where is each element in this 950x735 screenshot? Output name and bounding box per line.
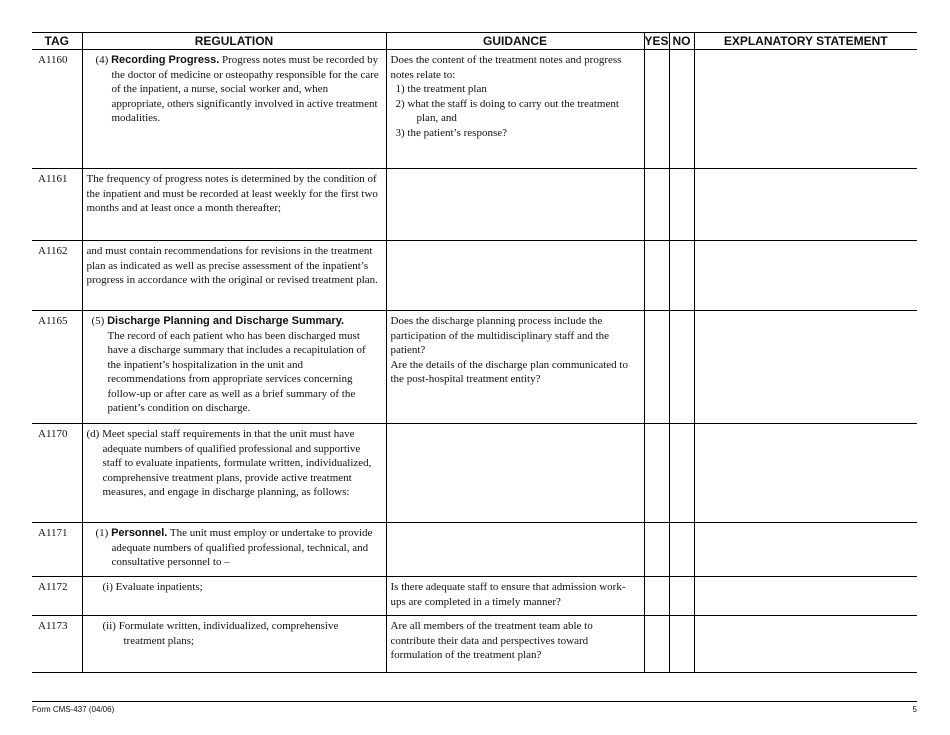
guidance-cell: Are all members of the treatment team able to contribute their data and perspectives toward formulation of the treatment plan?	[386, 616, 644, 673]
header-guidance: GUIDANCE	[386, 33, 644, 50]
tag-cell: A1165	[32, 311, 82, 424]
regulation-text: (d) Meet special staff requirements in that the unit must have adequate numbers of qualified professional and supportive staff to evaluate inpatients, formulate written, individualized, comprehensive treatment plans, provide active treatment measures, and engage in discharge planning, as follows:	[86, 428, 372, 498]
table-row	[32, 169, 917, 241]
tag-cell: A1161	[32, 169, 82, 241]
explanatory-cell[interactable]	[694, 50, 917, 169]
table-row	[32, 424, 917, 523]
section-heading: Personnel.	[111, 527, 168, 539]
regulation-cell	[82, 616, 386, 673]
explanatory-cell[interactable]	[694, 241, 917, 311]
header-tag: TAG	[32, 33, 82, 50]
yes-cell[interactable]	[644, 424, 669, 523]
tag-cell: A1170	[32, 424, 82, 523]
regulation-text: The unit must employ or undertake to provide adequate numbers of qualified professional, technical, and consultative personnel to –	[111, 527, 373, 568]
tag-cell: A1173	[32, 616, 82, 673]
form-number: Form CMS-437 (04/06)	[32, 705, 115, 714]
regulation-cell: The frequency of progress notes is determined by the condition of the inpatient and must be recorded at least weekly for the first two months and at least once a month thereafter;	[82, 169, 386, 241]
yes-cell[interactable]	[644, 577, 669, 616]
tag-cell: A1160	[32, 50, 82, 169]
regulation-text: (i) Evaluate inpatients;	[102, 581, 203, 593]
tag-cell: A1172	[32, 577, 82, 616]
regulation-cell	[82, 424, 386, 523]
yes-cell[interactable]	[644, 616, 669, 673]
survey-table	[32, 32, 917, 673]
guidance-cell	[386, 241, 644, 311]
table-row	[32, 50, 917, 169]
item-number: (5)	[91, 315, 108, 327]
explanatory-cell[interactable]	[694, 311, 917, 424]
guidance-item: 1) the treatment plan	[395, 83, 487, 95]
guidance-cell	[386, 523, 644, 577]
no-cell[interactable]	[669, 241, 694, 311]
guidance-cell	[386, 311, 644, 424]
explanatory-cell[interactable]	[694, 424, 917, 523]
section-heading: Discharge Planning and Discharge Summary.	[107, 315, 345, 327]
yes-cell[interactable]	[644, 169, 669, 241]
no-cell[interactable]	[669, 616, 694, 673]
no-cell[interactable]	[669, 311, 694, 424]
guidance-intro: Does the content of the treatment notes and progress notes relate to:	[390, 54, 622, 81]
table-row	[32, 241, 917, 311]
no-cell[interactable]	[669, 577, 694, 616]
guidance-item: 2) what the staff is doing to carry out the treatment plan, and	[395, 97, 619, 124]
regulation-cell: and must contain recommendations for revisions in the treatment plan as indicated as well as precise assessment of the inpatient’s progress in accordance with the original or revised treatment plan.	[82, 241, 386, 311]
regulation-text: The record of each patient who has been discharged must have a discharge summary that includes a recapitulation of the inpatient’s hospitalization in the unit and recommendations from appropriate services concerning follow-up or after care as well as a brief summary of the patient’s condition on discharge.	[107, 329, 366, 414]
table-row	[32, 523, 917, 577]
page-number: 5	[912, 705, 917, 714]
regulation-cell	[82, 577, 386, 616]
tag-cell: A1162	[32, 241, 82, 311]
regulation-cell	[82, 311, 386, 424]
table-row	[32, 577, 917, 616]
no-cell[interactable]	[669, 523, 694, 577]
regulation-cell	[82, 523, 386, 577]
yes-cell[interactable]	[644, 311, 669, 424]
header-yes: YES	[644, 34, 669, 48]
no-cell[interactable]	[669, 169, 694, 241]
header-regulation: REGULATION	[82, 33, 386, 50]
item-number: (4)	[95, 54, 112, 66]
no-cell[interactable]	[669, 50, 694, 169]
regulation-cell	[82, 50, 386, 169]
guidance-cell	[386, 424, 644, 523]
guidance-cell	[386, 50, 644, 169]
explanatory-cell[interactable]	[694, 523, 917, 577]
guidance-text: Does the discharge planning process include the participation of the multidisciplinary staff and the patient?	[390, 315, 610, 356]
header-row	[32, 33, 917, 50]
yes-cell[interactable]	[644, 523, 669, 577]
explanatory-cell[interactable]	[694, 616, 917, 673]
tag-cell: A1171	[32, 523, 82, 577]
guidance-text: Are the details of the discharge plan communicated to the post-hospital treatment entity?	[390, 358, 628, 385]
guidance-cell: Is there adequate staff to ensure that admission work-ups are completed in a timely manner?	[386, 577, 644, 616]
form-page	[32, 32, 917, 673]
yes-cell[interactable]	[644, 241, 669, 311]
table-row	[32, 311, 917, 424]
regulation-text: Progress notes must be recorded by the doctor of medicine or osteopathy responsible for the care of the inpatient, a nurse, social worker and, when appropriate, others significantly involved in active treatment modalities.	[111, 54, 379, 124]
yes-cell[interactable]	[644, 50, 669, 169]
table-row	[32, 616, 917, 673]
no-cell[interactable]	[669, 424, 694, 523]
explanatory-cell[interactable]	[694, 577, 917, 616]
regulation-text: (ii) Formulate written, individualized, comprehensive treatment plans;	[102, 620, 339, 647]
guidance-item: 3) the patient’s response?	[395, 126, 507, 139]
explanatory-cell[interactable]	[694, 169, 917, 241]
item-number: (1)	[95, 527, 112, 539]
guidance-cell	[386, 169, 644, 241]
header-explanatory: EXPLANATORY STATEMENT	[694, 33, 917, 50]
header-no: NO	[669, 33, 694, 50]
section-heading: Recording Progress.	[111, 54, 220, 66]
page-footer	[32, 701, 917, 714]
